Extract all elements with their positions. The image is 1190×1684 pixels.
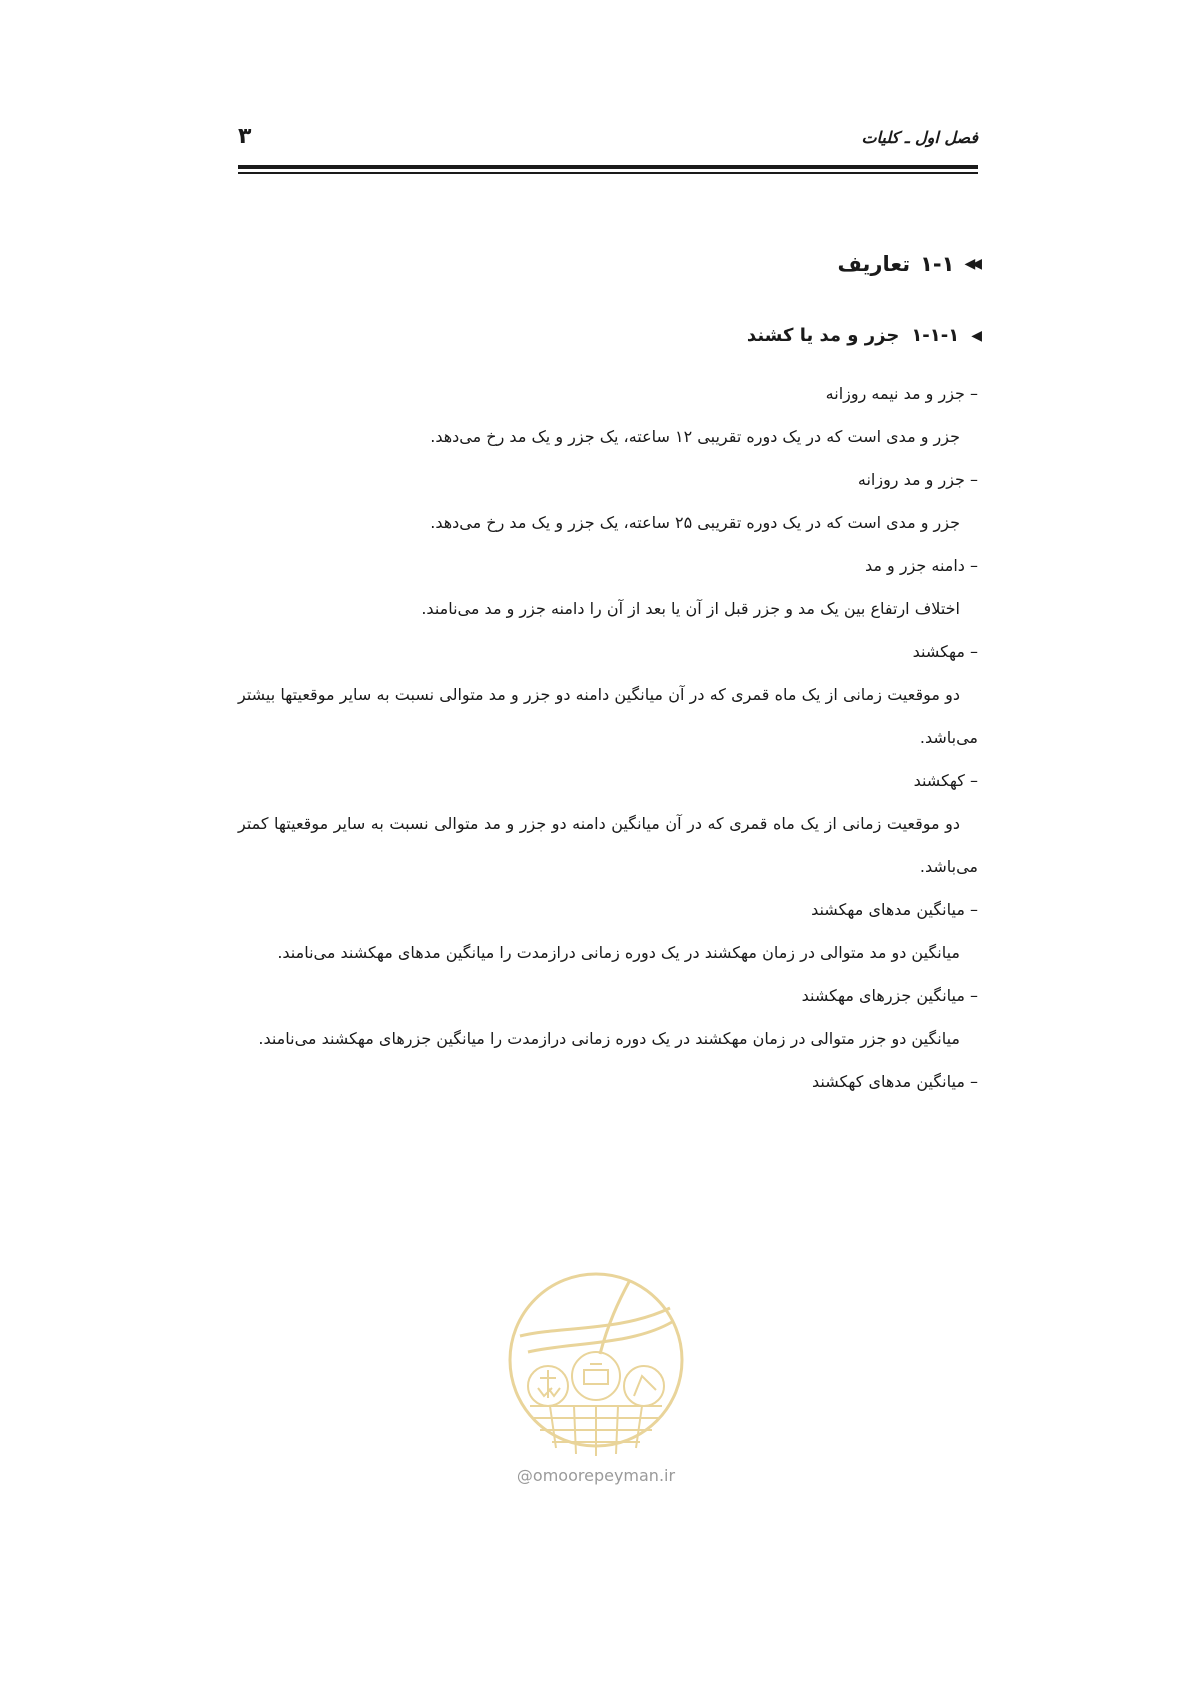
arrow-icon: ◀ [971, 327, 978, 344]
definition-term: – میانگین مدهای کهکشند [812, 1072, 978, 1091]
page-number: ۳ [238, 124, 252, 149]
definitions-list [238, 372, 978, 1103]
definition-term: – میانگین مدهای مهکشند [811, 900, 978, 919]
definition-text: میانگین دو مد متوالی در زمان مهکشند در یک دوره زمانی درازمدت را میانگین مدهای مهکشند می‌نامند. [277, 943, 960, 962]
subsection-number: ۱-۱-۱ [911, 325, 960, 346]
definition-text: دو موقعیت زمانی از یک ماه قمری که در آن میانگین دامنه دو جزر و مد متوالی نسبت به سایر موقعیتها بیشتر می‌باشد. [238, 685, 978, 747]
watermark-url: @omoorepeyman.ir [516, 1466, 676, 1485]
section-heading [837, 252, 978, 276]
definition-term: – جزر و مد روزانه [857, 470, 978, 489]
header-rule-thin [238, 172, 978, 174]
double-arrow-icon: ◀◀ [964, 256, 978, 272]
watermark [500, 1262, 692, 1492]
definition-term: – جزر و مد نیمه روزانه [825, 384, 978, 403]
definition-text: اختلاف ارتفاع بین یک مد و جزر قبل از آن یا بعد از آن را دامنه جزر و مد می‌نامند. [421, 599, 960, 618]
definition-term: – کهکشند [913, 771, 978, 790]
section-number: ۱-۱ [920, 252, 955, 276]
definition-text: میانگین دو جزر متوالی در زمان مهکشند در یک دوره زمانی درازمدت را میانگین جزرهای مهکشند می‌نامند. [258, 1029, 960, 1048]
subsection-heading [747, 325, 978, 346]
definition-text: جزر و مدی است که در یک دوره تقریبی ۱۲ ساعته، یک جزر و یک مد رخ می‌دهد. [430, 427, 960, 446]
header-rule-thick [238, 165, 978, 169]
section-title: تعاریف [837, 252, 911, 276]
subsection-title: جزر و مد یا کشند [746, 325, 900, 346]
chapter-title: فصل اول ـ کلیات [861, 128, 978, 147]
definition-text: دو موقعیت زمانی از یک ماه قمری که در آن میانگین دامنه دو جزر و مد متوالی نسبت به سایر موقعیتها کمتر می‌باشد. [238, 814, 978, 876]
definition-term: – مهکشند [912, 642, 978, 661]
running-header [238, 124, 978, 158]
definition-text: جزر و مدی است که در یک دوره تقریبی ۲۵ ساعته، یک جزر و یک مد رخ می‌دهد. [430, 513, 960, 532]
watermark-logo-icon [500, 1262, 692, 1462]
definition-term: – میانگین جزرهای مهکشند [801, 986, 978, 1005]
definition-term: – دامنه جزر و مد [864, 556, 978, 575]
